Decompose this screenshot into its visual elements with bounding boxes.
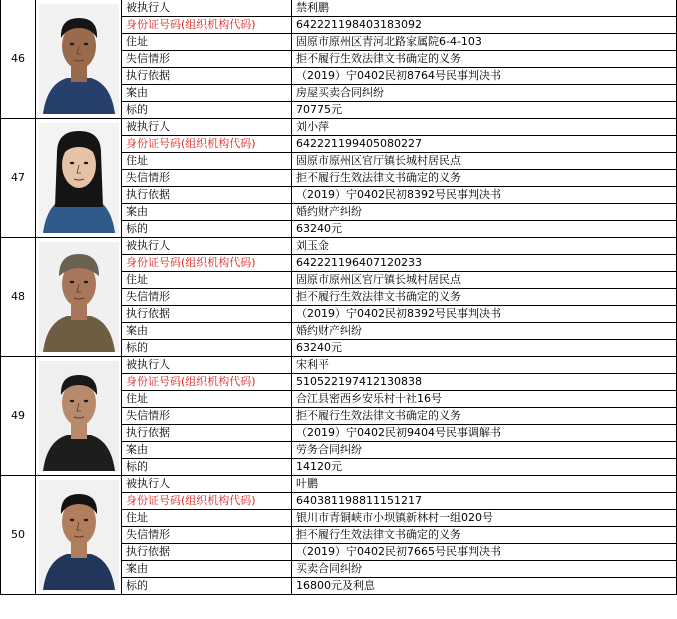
field-label: 执行依据 — [122, 187, 292, 204]
field-label: 标的 — [122, 459, 292, 476]
field-value: 640381198811151217 — [292, 493, 677, 510]
field-value: 510522197412130838 — [292, 374, 677, 391]
field-value: 拒不履行生效法律文书确定的义务 — [292, 527, 677, 544]
field-label: 标的 — [122, 102, 292, 119]
portrait-photo — [39, 242, 119, 352]
field-label: 失信情形 — [122, 527, 292, 544]
record-number: 46 — [1, 0, 36, 119]
field-label: 案由 — [122, 561, 292, 578]
field-label: 被执行人 — [122, 357, 292, 374]
portrait-cell — [36, 119, 122, 238]
field-value: 63240元 — [292, 340, 677, 357]
table-row — [1, 0, 677, 17]
field-label: 住址 — [122, 153, 292, 170]
field-label: 身份证号码(组织机构代码) — [122, 255, 292, 272]
field-value: （2019）宁0402民初8392号民事判决书 — [292, 306, 677, 323]
record-number: 49 — [1, 357, 36, 476]
field-label: 失信情形 — [122, 170, 292, 187]
field-label: 被执行人 — [122, 119, 292, 136]
field-value: 642221198403183092 — [292, 17, 677, 34]
field-value: 拒不履行生效法律文书确定的义务 — [292, 289, 677, 306]
field-value: 70775元 — [292, 102, 677, 119]
field-value: 劳务合同纠纷 — [292, 442, 677, 459]
field-label: 执行依据 — [122, 425, 292, 442]
field-value: 合江县密西乡安乐村十社16号 — [292, 391, 677, 408]
field-label: 标的 — [122, 340, 292, 357]
field-label: 标的 — [122, 578, 292, 595]
field-value: 房屋买卖合同纠纷 — [292, 85, 677, 102]
field-value: 固原市原州区官厅镇长城村居民点 — [292, 272, 677, 289]
field-label: 案由 — [122, 204, 292, 221]
field-label: 执行依据 — [122, 306, 292, 323]
debtor-table-body — [1, 0, 677, 595]
field-value: 拒不履行生效法律文书确定的义务 — [292, 408, 677, 425]
field-value: （2019）宁0402民初7665号民事判决书 — [292, 544, 677, 561]
field-value: 叶鹏 — [292, 476, 677, 493]
table-row — [1, 357, 677, 374]
field-value: 刘玉金 — [292, 238, 677, 255]
field-label: 住址 — [122, 391, 292, 408]
field-label: 失信情形 — [122, 51, 292, 68]
field-value: 拒不履行生效法律文书确定的义务 — [292, 170, 677, 187]
field-value: （2019）宁0402民初8764号民事判决书 — [292, 68, 677, 85]
field-value: 婚约财产纠纷 — [292, 323, 677, 340]
portrait-cell — [36, 0, 122, 119]
table-row — [1, 238, 677, 255]
field-value: 银川市青铜峡市小坝镇新林村一组020号 — [292, 510, 677, 527]
portrait-photo — [39, 480, 119, 590]
field-label: 案由 — [122, 442, 292, 459]
portrait-photo — [39, 361, 119, 471]
field-value: 拒不履行生效法律文书确定的义务 — [292, 51, 677, 68]
field-value: 固原市原州区青河北路家属院6-4-103 — [292, 34, 677, 51]
field-label: 身份证号码(组织机构代码) — [122, 493, 292, 510]
field-value: 63240元 — [292, 221, 677, 238]
field-label: 案由 — [122, 323, 292, 340]
field-value: 642221196407120233 — [292, 255, 677, 272]
field-value: 禁利鹏 — [292, 0, 677, 17]
field-label: 失信情形 — [122, 408, 292, 425]
field-label: 住址 — [122, 510, 292, 527]
field-label: 被执行人 — [122, 0, 292, 17]
field-label: 被执行人 — [122, 476, 292, 493]
table-row — [1, 119, 677, 136]
field-label: 失信情形 — [122, 289, 292, 306]
field-value: 642221199405080227 — [292, 136, 677, 153]
record-number: 48 — [1, 238, 36, 357]
portrait-cell — [36, 357, 122, 476]
field-value: 婚约财产纠纷 — [292, 204, 677, 221]
field-label: 住址 — [122, 272, 292, 289]
portrait-cell — [36, 238, 122, 357]
portrait-photo — [39, 4, 119, 114]
table-row — [1, 476, 677, 493]
field-label: 身份证号码(组织机构代码) — [122, 136, 292, 153]
portrait-photo — [39, 123, 119, 233]
field-value: 固原市原州区官厅镇长城村居民点 — [292, 153, 677, 170]
field-value: 刘小萍 — [292, 119, 677, 136]
field-value: 16800元及利息 — [292, 578, 677, 595]
record-number: 47 — [1, 119, 36, 238]
field-label: 执行依据 — [122, 68, 292, 85]
field-label: 标的 — [122, 221, 292, 238]
field-value: （2019）宁0402民初8392号民事判决书 — [292, 187, 677, 204]
record-number: 50 — [1, 476, 36, 595]
field-value: 14120元 — [292, 459, 677, 476]
field-label: 住址 — [122, 34, 292, 51]
field-label: 身份证号码(组织机构代码) — [122, 374, 292, 391]
field-value: （2019）宁0402民初9404号民事调解书 — [292, 425, 677, 442]
field-value: 买卖合同纠纷 — [292, 561, 677, 578]
field-label: 案由 — [122, 85, 292, 102]
field-value: 宋利平 — [292, 357, 677, 374]
field-label: 被执行人 — [122, 238, 292, 255]
field-label: 身份证号码(组织机构代码) — [122, 17, 292, 34]
field-label: 执行依据 — [122, 544, 292, 561]
portrait-cell — [36, 476, 122, 595]
